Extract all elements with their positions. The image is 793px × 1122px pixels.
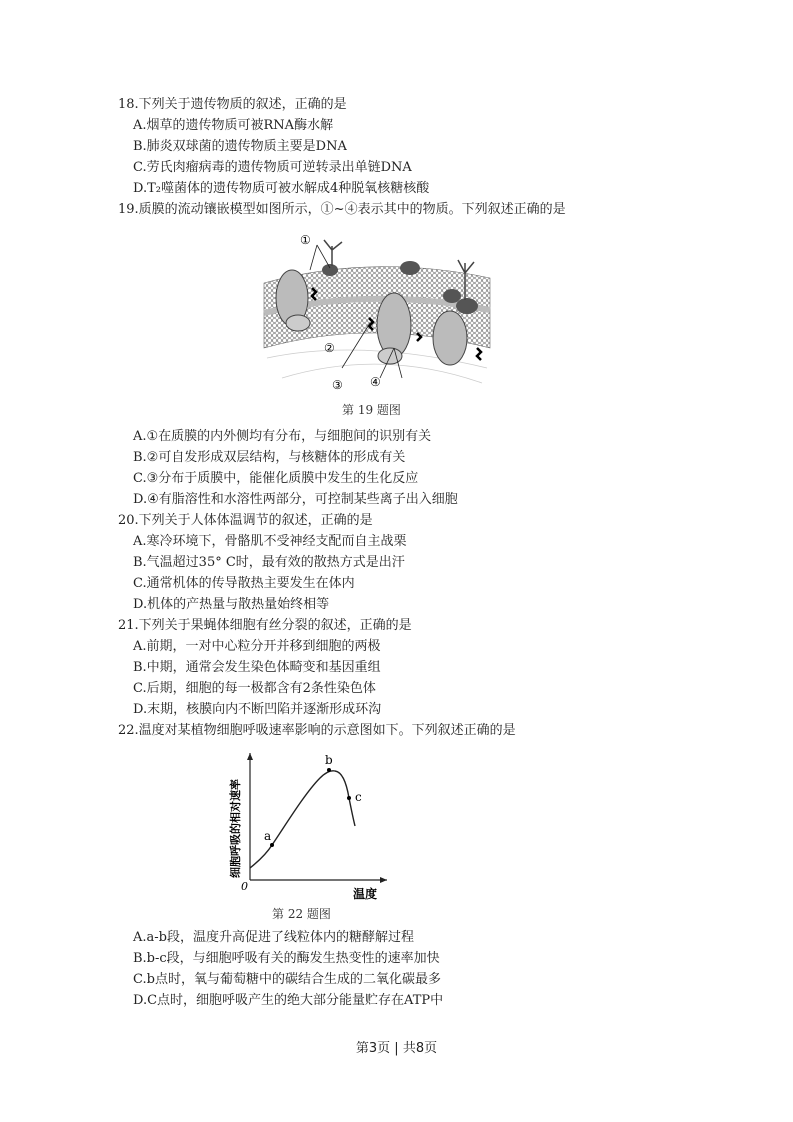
protein-right	[433, 311, 467, 365]
question-stem: 19.质膜的流动镶嵌模型如图所示，①~④表示其中的物质。下列叙述正确的是	[118, 202, 566, 217]
answer-option: A.前期，一对中心粒分开并移到细胞的两极	[133, 639, 381, 654]
rate-curve	[250, 771, 355, 868]
glycoprotein	[322, 264, 338, 276]
answer-option: B.气温超过35° C时，最有效的散热方式是出汗	[133, 555, 405, 570]
answer-option: D.末期，核膜向内不断凹陷并逐渐形成环沟	[133, 702, 382, 717]
answer-option: C.通常机体的传导散热主要发生在体内	[133, 576, 355, 591]
answer-option: D.④有脂溶性和水溶性两部分，可控制某些离子出入细胞	[133, 492, 458, 507]
answer-option: D.C点时，细胞呼吸产生的绝大部分能量贮存在ATP中	[133, 993, 444, 1008]
fig19-caption: 第 19 题图	[342, 403, 401, 417]
answer-option: C.③分布于质膜中，能催化质膜中发生的生化反应	[133, 471, 419, 486]
fig22-caption: 第 22 题图	[272, 907, 331, 921]
label-3: ③	[332, 378, 343, 392]
point-c	[347, 796, 351, 800]
answer-option: B.②可自发形成双层结构，与核糖体的形成有关	[133, 450, 406, 465]
y-axis-label: 细胞呼吸的相对速率	[229, 779, 242, 878]
answer-option: C.后期，细胞的每一极都含有2条性染色体	[133, 681, 376, 696]
answer-option: B.b-c段，与细胞呼吸有关的酶发生热变性的速率加快	[133, 951, 440, 966]
point-a	[270, 843, 274, 847]
question-stem: 20.下列关于人体体温调节的叙述，正确的是	[118, 513, 373, 528]
answer-option: B.肺炎双球菌的遗传物质主要是DNA	[133, 139, 347, 154]
answer-option: A.烟草的遗传物质可被RNA酶水解	[133, 118, 334, 133]
label-2: ②	[324, 341, 335, 355]
answer-option: B.中期，通常会发生染色体畸变和基因重组	[133, 660, 381, 675]
answer-option: A.①在质膜的内外侧均有分布，与细胞间的识别有关	[133, 429, 432, 444]
question-stem: 21.下列关于果蝇体细胞有丝分裂的叙述，正确的是	[118, 618, 412, 633]
label-c: c	[355, 790, 362, 804]
x-axis-label: 温度	[353, 887, 378, 901]
question-stem: 22.温度对某植物细胞呼吸速率影响的示意图如下。下列叙述正确的是	[118, 723, 516, 738]
fig22-chart	[225, 748, 395, 903]
answer-option: D.机体的产热量与散热量始终相等	[133, 597, 330, 612]
answer-option: C.b点时，氧与葡萄糖中的碳结合生成的二氧化碳最多	[133, 972, 441, 987]
question-stem: 18.下列关于遗传物质的叙述，正确的是	[118, 97, 347, 112]
answer-option: D.T₂噬菌体的遗传物质可被水解成4种脱氧核糖核酸	[133, 181, 430, 196]
label-4: ④	[370, 375, 381, 389]
page-footer: 第3页 | 共8页	[355, 1041, 438, 1056]
origin-label: 0	[241, 880, 248, 893]
label-b: b	[325, 753, 333, 767]
answer-option: A.寒冷环境下，骨骼肌不受神经支配而自主战栗	[133, 534, 407, 549]
label-1: ①	[300, 233, 311, 247]
point-b	[327, 768, 331, 772]
label-a: a	[264, 829, 272, 843]
answer-option: A.a-b段，温度升高促进了线粒体内的糖酵解过程	[133, 930, 414, 945]
answer-option: C.劳氏肉瘤病毒的遗传物质可逆转录出单链DNA	[133, 160, 412, 175]
fig19-membrane-diagram	[262, 228, 492, 393]
